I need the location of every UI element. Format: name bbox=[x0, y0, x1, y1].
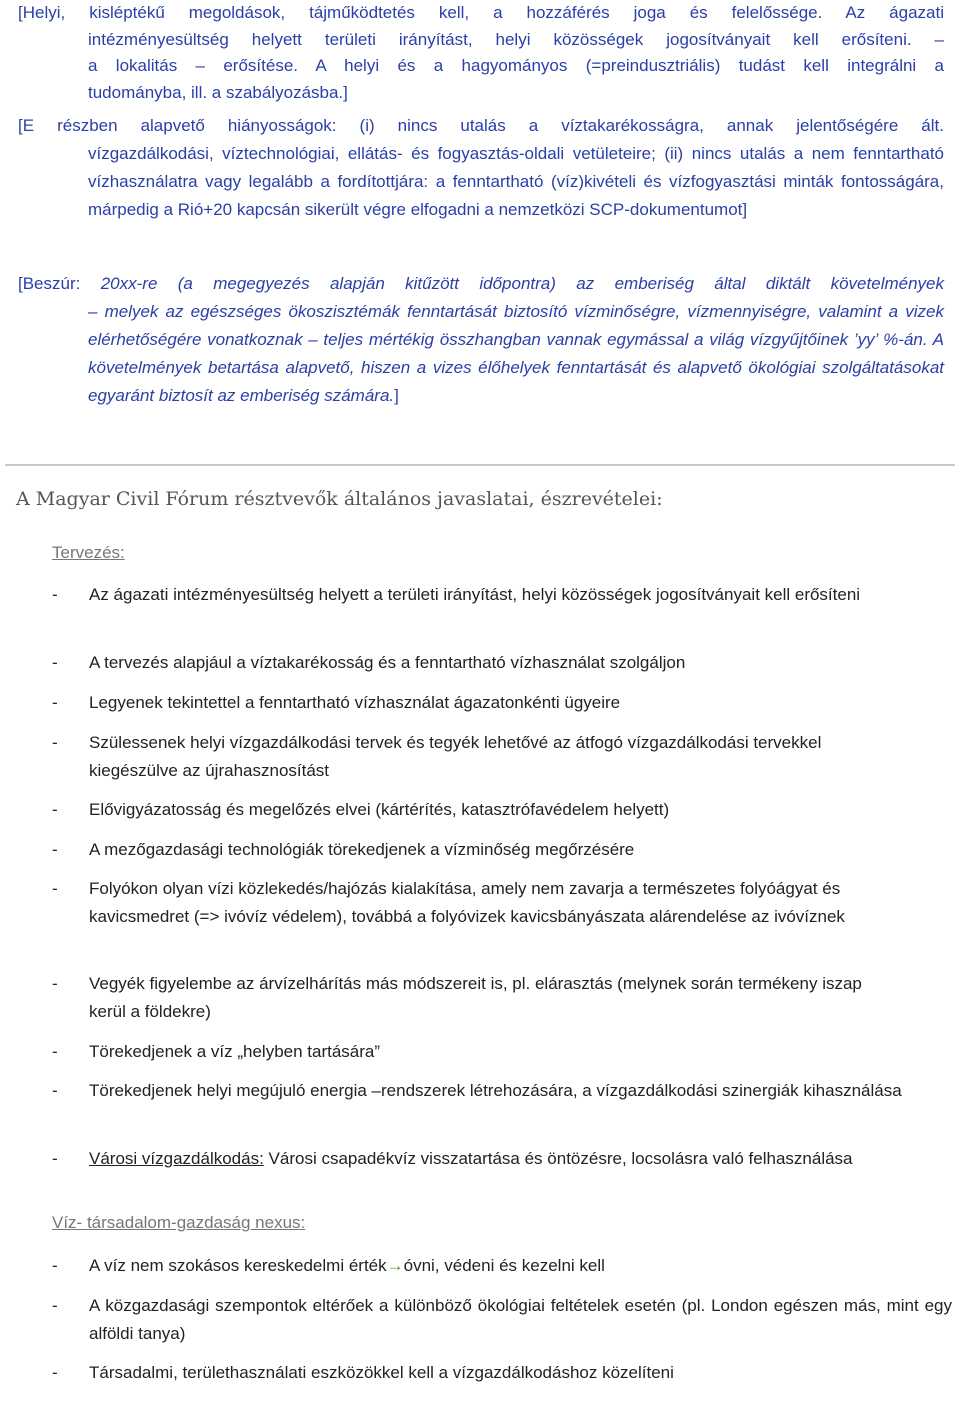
paragraph-line: a lokalitás – erősítése. A helyi és a hagyományos (=preindusztriális) tudást kell integrálni a bbox=[88, 56, 944, 75]
paragraph-line: [Helyi, kisléptékű megoldások, tájműködtetés kell, a hozzáférés joga és felelőssége. Az ágazati bbox=[18, 3, 944, 22]
list-item bbox=[52, 1359, 952, 1387]
list-item-text: Folyókon olyan vízi közlekedés/hajózás kialakítása, amely nem zavarja a természetes folyóágyat és kavicsmedret (=> ivóvíz védelem), továbbá a folyóvizek kavicsbányászata alárendelése az ivóvíznek bbox=[89, 879, 845, 926]
insert-first-line: 20xx-re (a megegyezés alapján kitűzött időpontra) az emberiség által diktált követelmények bbox=[100, 274, 944, 293]
paragraph-body bbox=[18, 298, 944, 410]
list-item-text: Szülessenek helyi vízgazdálkodási tervek és tegyék lehetővé az átfogó vízgazdálkodási tervekkel kiegészülve az újrahasznosítást bbox=[89, 733, 822, 780]
insert-prefix: [Beszúr: bbox=[18, 274, 101, 293]
urban-water-text: Városi csapadékvíz visszatartása és öntözésre, locsolásra való felhasználása bbox=[263, 1149, 853, 1168]
list-item bbox=[52, 1292, 952, 1348]
list-item-text: Elővigyázatosság és megelőzés elvei (kártérítés, katasztrófavédelem helyett) bbox=[89, 800, 670, 819]
insert-body: – melyek az egészséges ökoszisztémák fenntartását biztosító vízminőségre, vízmennyiségre, valamint a vizek elérhetőségére vonatkoznak – teljes mértékig összhangban vannak egymással a világ vízgyűjtőinek ’yy’ %-án. A követelmények betartása alapvető, hiszen a vizes élőhelyek fenntartását és alapvető ökológiai szolgáltatásokat egyaránt biztosít az emberiség számára. bbox=[88, 302, 944, 405]
list-item bbox=[52, 796, 952, 824]
paragraph-line: [E részben alapvető hiányosságok: (i) nincs utalás a víztakarékosságra, annak jelentőségére ált. bbox=[18, 116, 944, 135]
bullet-dash: - bbox=[52, 693, 58, 712]
arrow-right-icon: → bbox=[386, 1256, 404, 1275]
list-item-text bbox=[89, 1145, 869, 1173]
bullet-dash: - bbox=[52, 1363, 58, 1382]
paragraph-line bbox=[18, 270, 944, 298]
list-item bbox=[52, 689, 952, 717]
list-item bbox=[52, 1252, 952, 1280]
subheading-planning: Tervezés: bbox=[52, 543, 125, 562]
list-item-text: A közgazdasági szempontok eltérőek a különböző ökológiai feltételek esetén (pl. London egészen más, mint egy alföldi tanya) bbox=[89, 1296, 952, 1343]
list-item-text: A tervezés alapjául a víztakarékosság és a fenntartható vízhasználat szolgáljon bbox=[89, 653, 686, 672]
list-item-text: Törekedjenek helyi megújuló energia –rendszerek létrehozására, a vízgazdálkodási szinergiák kihasználása bbox=[89, 1081, 902, 1100]
list-item-text bbox=[89, 1252, 952, 1280]
urban-water-label: Városi vízgazdálkodás: bbox=[89, 1149, 264, 1168]
bullet-dash: - bbox=[52, 1256, 58, 1275]
paragraph-body: vízgazdálkodási, víztechnológiai, ellátás- és fogyasztás-oldali vetületeire; (ii) nincs utalás a nem fenntartható vízhasználatra vagy legalább a fordítottjára: a fenntartható (víz)kivételi és vízfogyasztási minták fontosságára, márpedig a Rió+20 kapcsán sikerült végre elfogadni a nemzetközi SCP-dokumentumot] bbox=[88, 144, 944, 219]
paragraph-insert bbox=[18, 270, 944, 410]
list-item bbox=[52, 581, 952, 609]
bullet-dash: - bbox=[52, 733, 58, 752]
list-item-text: Az ágazati intézményesültség helyett a területi irányítást, helyi közösségek jogosítványait kell erősíteni bbox=[89, 585, 861, 604]
list-item bbox=[52, 1145, 952, 1173]
bullet-dash: - bbox=[52, 840, 58, 859]
list-item bbox=[52, 1038, 952, 1066]
insert-suffix: ] bbox=[394, 386, 399, 405]
bullet-dash: - bbox=[52, 1081, 58, 1100]
list-item-text: Legyenek tekintettel a fenntartható vízhasználat ágazatonkénti ügyeire bbox=[89, 693, 621, 712]
list-item bbox=[52, 649, 952, 677]
paragraph-line: intézményesültség helyett területi irányítást, helyi közösségek jogosítványait kell erősíteni. – bbox=[88, 29, 944, 49]
bullet-dash: - bbox=[52, 974, 58, 993]
list-item bbox=[52, 970, 952, 1026]
paragraph-local-solutions bbox=[18, 0, 944, 106]
list-item-text: Társadalmi, területhasználati eszközökkel kell a vízgazdálkodáshoz közelíteni bbox=[89, 1363, 674, 1382]
list-item bbox=[52, 1077, 952, 1105]
nexus-text-b: óvni, védeni és kezelni kell bbox=[403, 1256, 605, 1275]
subheading-nexus: Víz- társadalom-gazdaság nexus: bbox=[52, 1213, 306, 1232]
paragraph-line: tudományba, ill. a szabályozásba.] bbox=[88, 82, 348, 102]
bullet-dash: - bbox=[52, 1296, 58, 1315]
list-item bbox=[52, 875, 952, 931]
bullet-dash: - bbox=[52, 653, 58, 672]
paragraph-shortcomings bbox=[18, 112, 944, 224]
bullet-dash: - bbox=[52, 1042, 58, 1061]
horizontal-divider bbox=[5, 464, 955, 466]
section-heading: A Magyar Civil Fórum résztvevők általános javaslatai, észrevételei: bbox=[16, 488, 663, 510]
bullet-dash: - bbox=[52, 1149, 58, 1168]
bullet-dash: - bbox=[52, 879, 58, 898]
list-item-text: A mezőgazdasági technológiák törekedjenek a vízminőség megőrzésére bbox=[89, 840, 635, 859]
nexus-text-a: A víz nem szokásos kereskedelmi érték bbox=[89, 1256, 387, 1275]
list-item-text: Vegyék figyelembe az árvízelhárítás más módszereit is, pl. elárasztás (melynek során termékeny iszap kerül a földekre) bbox=[89, 974, 862, 1021]
bullet-dash: - bbox=[52, 585, 58, 604]
bullet-dash: - bbox=[52, 800, 58, 819]
list-item bbox=[52, 836, 952, 864]
list-item-text: Törekedjenek a víz „helyben tartására” bbox=[89, 1042, 381, 1061]
list-item bbox=[52, 729, 952, 785]
